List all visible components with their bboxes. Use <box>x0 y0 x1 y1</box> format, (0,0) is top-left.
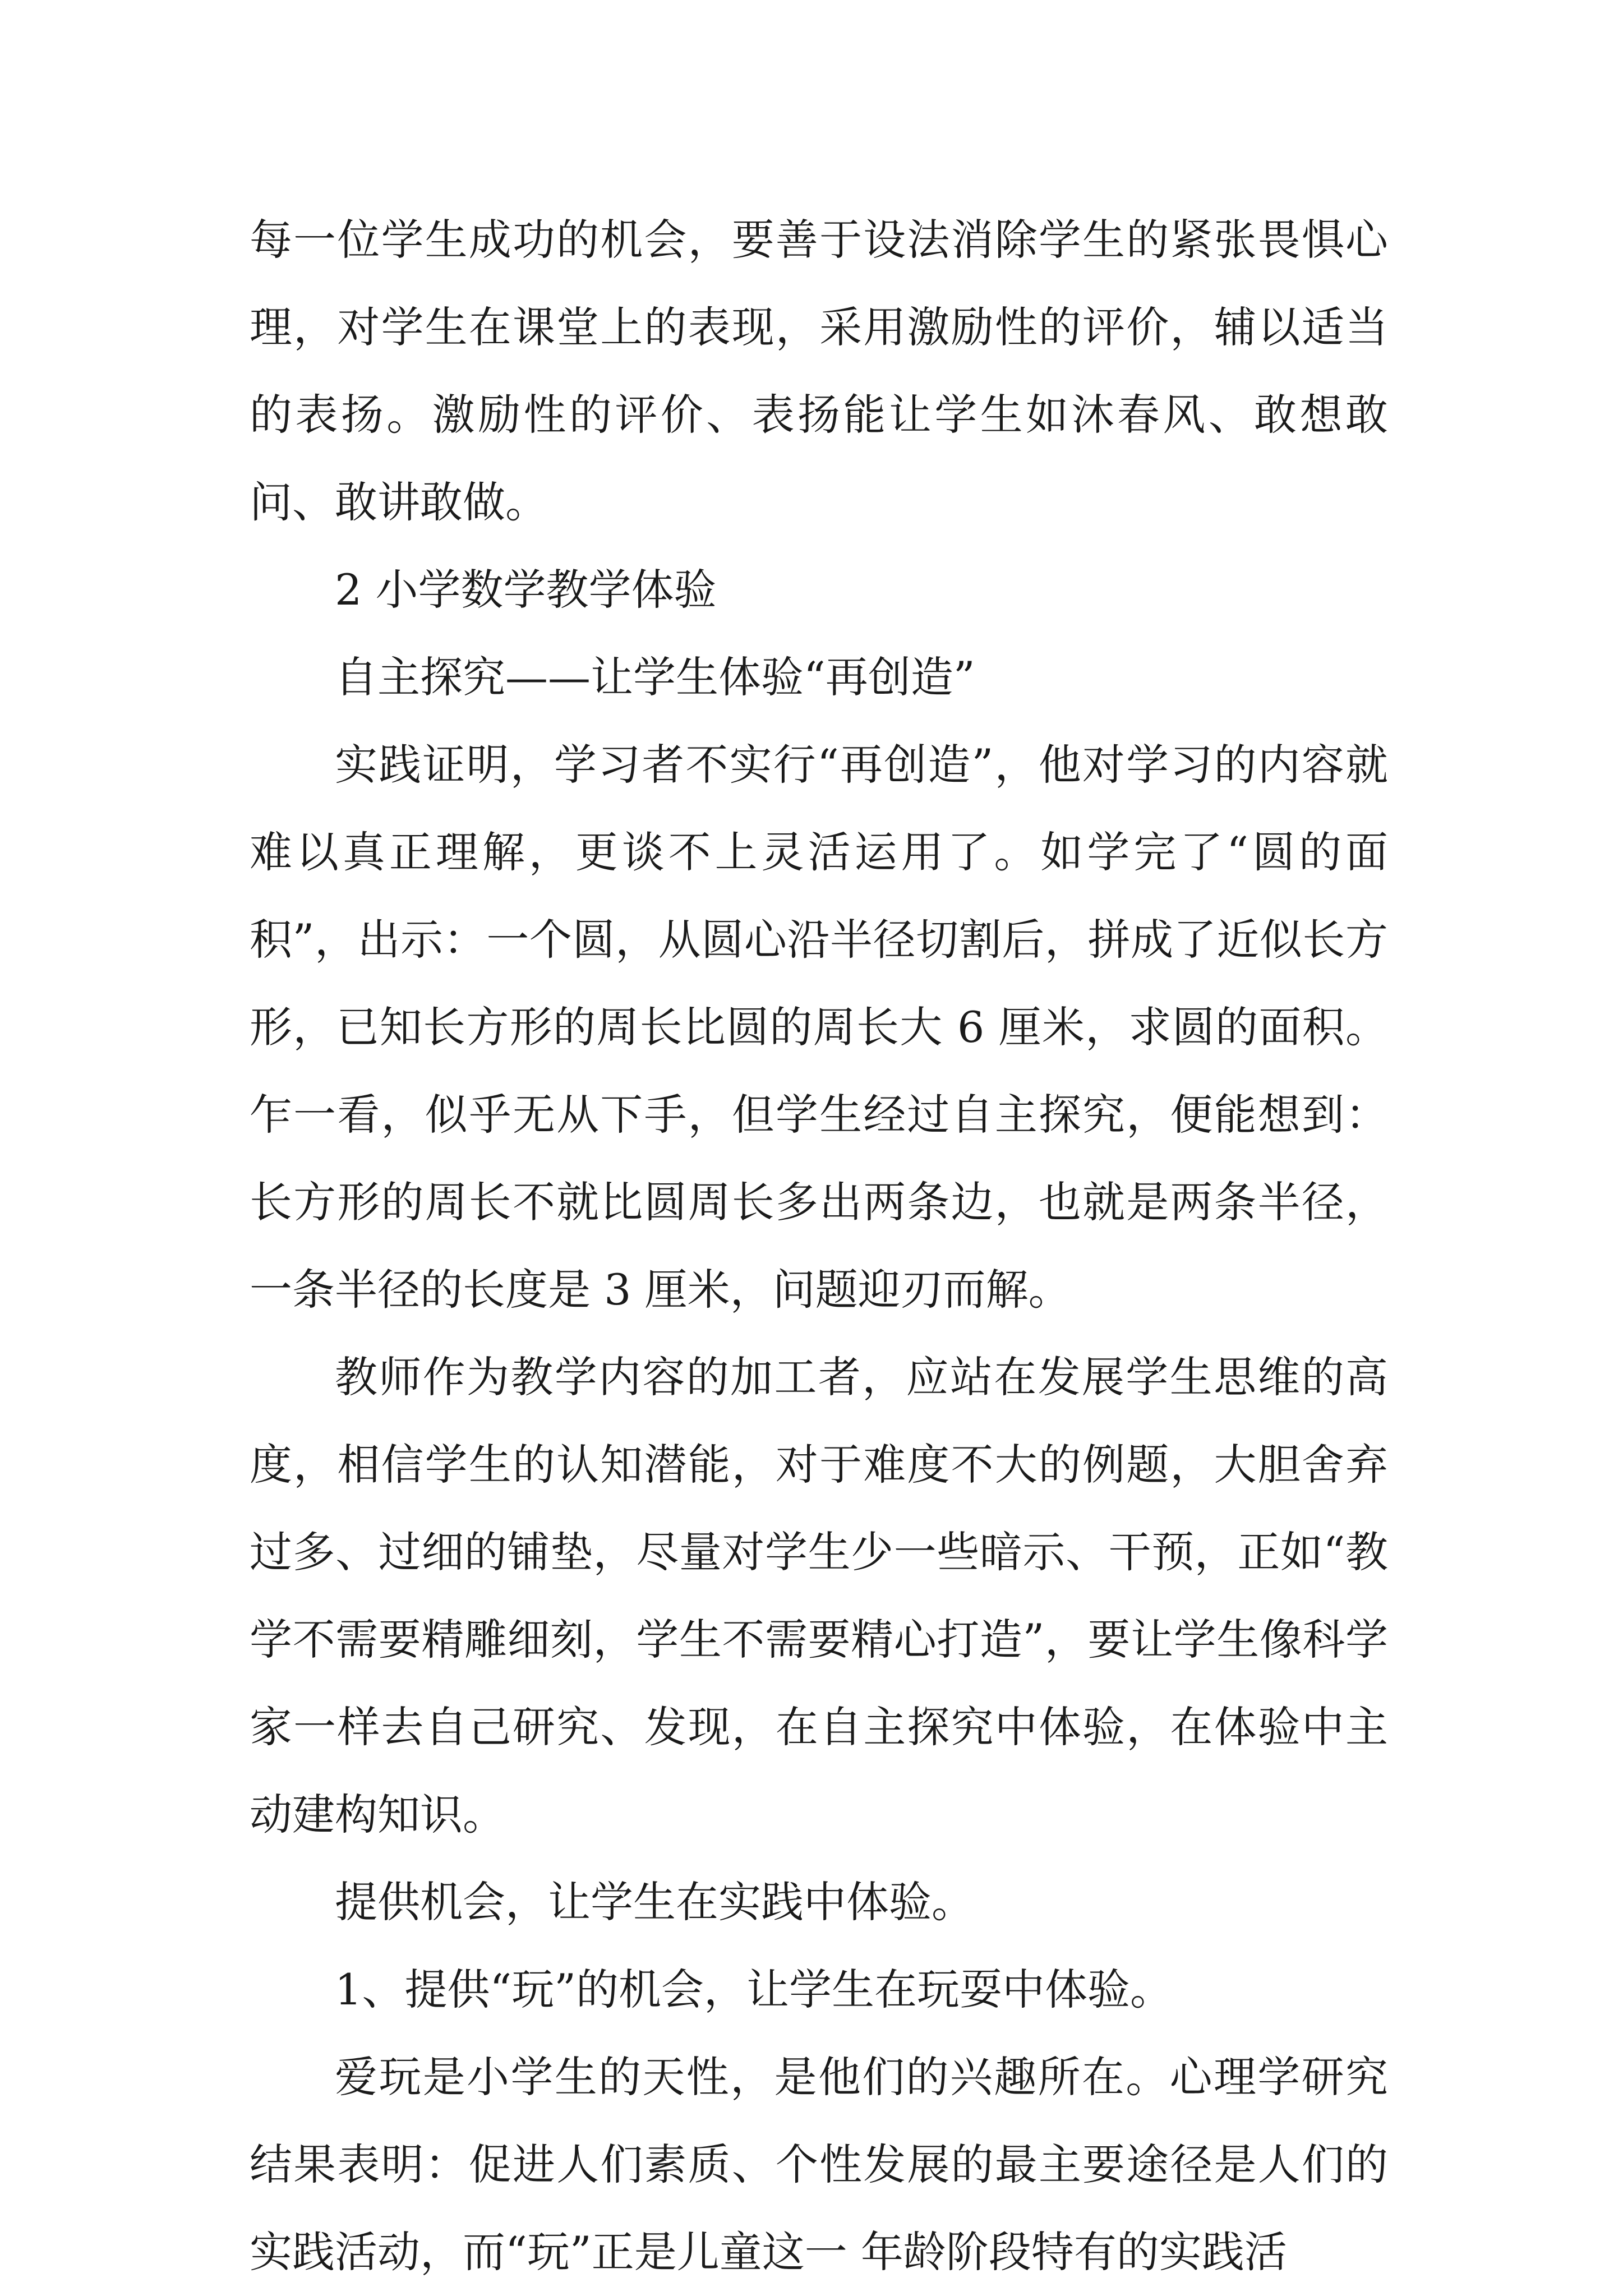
paragraph-example: 实践证明，学习者不实行“再创造”，他对学习的内容就难以真正理解，更谈不上灵活运用了。如学完了“圆的面积”，出示：一个圆，从圆心沿半径切割后，拼成了近似长方形，已知长方形的周长比圆的周长大 6 厘米，求圆的面积。乍一看，似乎无从下手，但学生经过自主探究，便能想到：长方形的周长不就比圆周长多出两条边，也就是两条半径，一条半径的长度是 3 厘米，问题迎刃而解。 <box>250 740 1388 1315</box>
paragraph-play: 爱玩是小学生的天性，是他们的兴趣所在。心理学研究结果表明：促进人们素质、个性发展的最主要途径是人们的实践活动，而“玩”正是儿童这一 年龄阶段特有的实践活 <box>250 2052 1388 2277</box>
subsection-heading-practice: 提供机会，让学生在实践中体验。 <box>335 1877 974 1927</box>
section-heading: 2 小学数学教学体验 <box>335 565 717 615</box>
paragraph-continuation: 每一位学生成功的机会，要善于设法消除学生的紧张畏惧心理，对学生在课堂上的表现，采用激励性的评价，辅以适当的表扬。激励性的评价、表扬能让学生如沐春风、敢想敢问、敢讲敢做。 <box>250 215 1388 527</box>
list-item-play: 1、提供“玩”的机会，让学生在玩耍中体验。 <box>335 1965 1173 2014</box>
subsection-heading: 自主探究——让学生体验“再创造” <box>335 652 975 702</box>
paragraph-teacher-role: 教师作为教学内容的加工者，应站在发展学生思维的高度，相信学生的认知潜能，对于难度不大的例题，大胆舍弃过多、过细的铺垫，尽量对学生少一些暗示、干预，正如“教学不需要精雕细刻，学生不需要精心打造”，要让学生像科学家一样去自己研究、发现，在自主探究中体验，在体验中主动建构知识。 <box>250 1352 1388 1839</box>
document-body <box>250 196 1388 2296</box>
